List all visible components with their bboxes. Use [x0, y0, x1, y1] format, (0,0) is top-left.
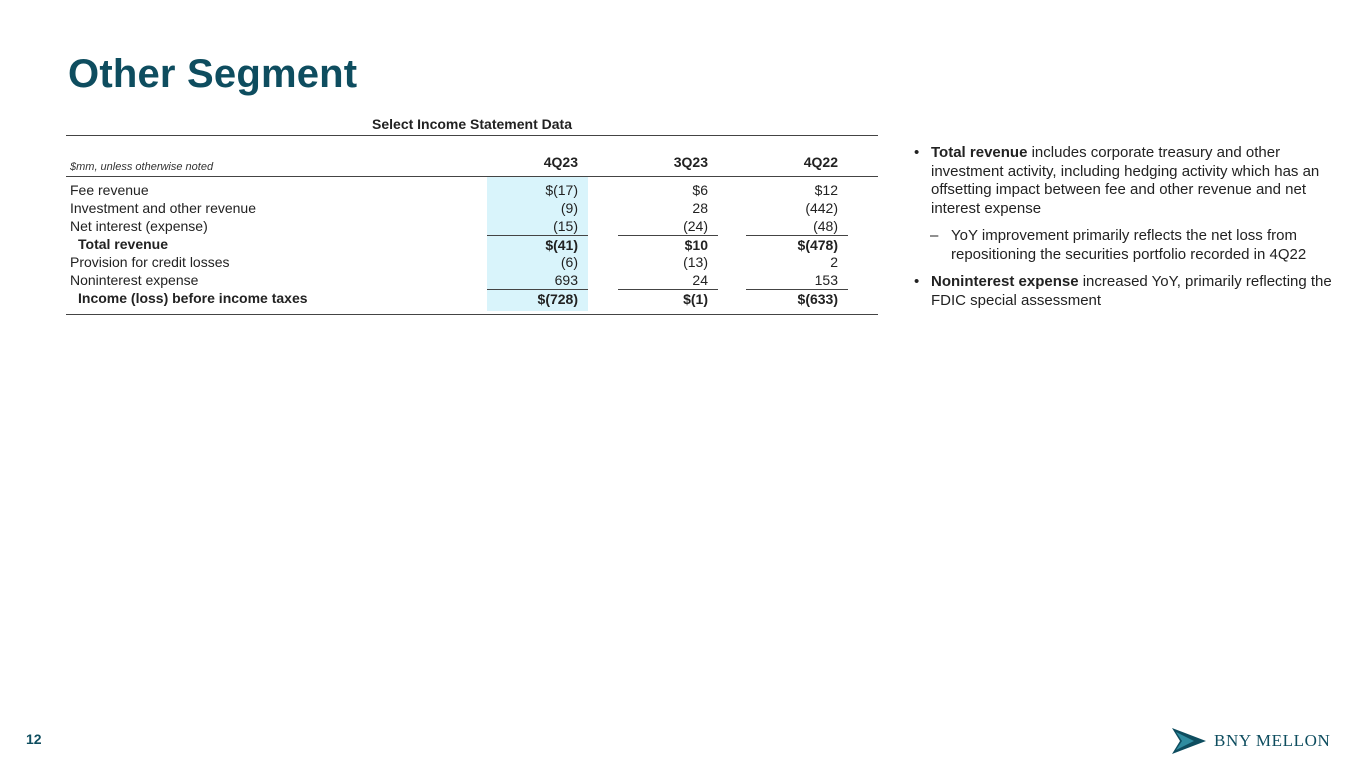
table-cell: (15) — [487, 217, 588, 235]
table-cell: 153 — [814, 272, 838, 288]
table-cell: $(728) — [487, 289, 588, 308]
table-cell: $(1) — [618, 289, 718, 308]
table-cell: 693 — [487, 271, 588, 289]
bullet-text: includes corporate treasury and other investment activity, including hedging activity which has an offsetting impact between fee and other revenue and net interest expense — [931, 144, 1320, 217]
table-cell: 24 — [692, 272, 708, 288]
bullet-icon: • — [914, 273, 920, 290]
logo-text: BNY MELLON — [1214, 731, 1331, 750]
table-cell: $(633) — [746, 289, 848, 308]
sub-bullet-yoy — [914, 227, 1334, 264]
commentary — [914, 144, 1334, 319]
page-title: Other Segment — [68, 52, 358, 96]
table-row — [66, 271, 878, 289]
table-cell: $12 — [814, 182, 838, 198]
table-row — [66, 181, 878, 199]
row-label: Net interest (expense) — [70, 218, 208, 234]
dash-icon: – — [930, 227, 939, 244]
table-cell: 28 — [692, 200, 708, 216]
row-label: Total revenue — [78, 236, 168, 252]
row-label: Provision for credit losses — [70, 254, 230, 270]
bny-mellon-logo — [1172, 728, 1330, 754]
table-cell: $6 — [692, 182, 708, 198]
bullet-icon: • — [914, 144, 920, 161]
sub-bullet-text: YoY improvement primarily reflects the net loss from repositioning the securities portfolio recorded in 4Q22 — [951, 227, 1307, 263]
table-row-total — [66, 289, 878, 307]
page-number: 12 — [26, 731, 42, 747]
table-header-row — [66, 136, 878, 177]
row-label: Income (loss) before income taxes — [78, 290, 308, 306]
bullet-total-revenue — [914, 144, 1334, 218]
row-label: Noninterest expense — [70, 272, 199, 288]
table-row — [66, 199, 878, 217]
table-bottom-rule — [66, 307, 878, 315]
bullet-bold-text: Total revenue — [931, 144, 1028, 161]
column-header: 4Q23 — [543, 154, 578, 170]
table-cell: (13) — [683, 254, 708, 270]
logo-mark-icon — [1172, 728, 1206, 754]
table-cell: 2 — [830, 254, 838, 270]
table-cell: $(17) — [487, 181, 588, 199]
table-cell: (48) — [813, 218, 838, 234]
table-row-total — [66, 235, 878, 253]
table-row — [66, 217, 878, 235]
table-cell: (9) — [487, 199, 588, 217]
column-header: 3Q23 — [673, 154, 708, 170]
bullet-noninterest-expense — [914, 273, 1334, 310]
table-cell: (442) — [805, 200, 838, 216]
income-statement-table — [66, 114, 878, 315]
table-cell: (6) — [487, 253, 588, 271]
bullet-text: increased YoY, primarily reflecting the FDIC special assessment — [931, 273, 1332, 309]
table-cell: $(478) — [746, 235, 848, 254]
table-row — [66, 253, 878, 271]
bullet-bold-text: Noninterest expense — [931, 273, 1079, 290]
row-label: Investment and other revenue — [70, 200, 257, 216]
unit-note: $mm, unless otherwise noted — [70, 161, 214, 173]
table-caption: Select Income Statement Data — [66, 114, 878, 136]
table-cell: $(41) — [487, 235, 588, 254]
row-label: Fee revenue — [70, 182, 149, 198]
table-cell: (24) — [683, 218, 708, 234]
table-cell: $10 — [618, 235, 718, 254]
column-header: 4Q22 — [803, 154, 838, 170]
